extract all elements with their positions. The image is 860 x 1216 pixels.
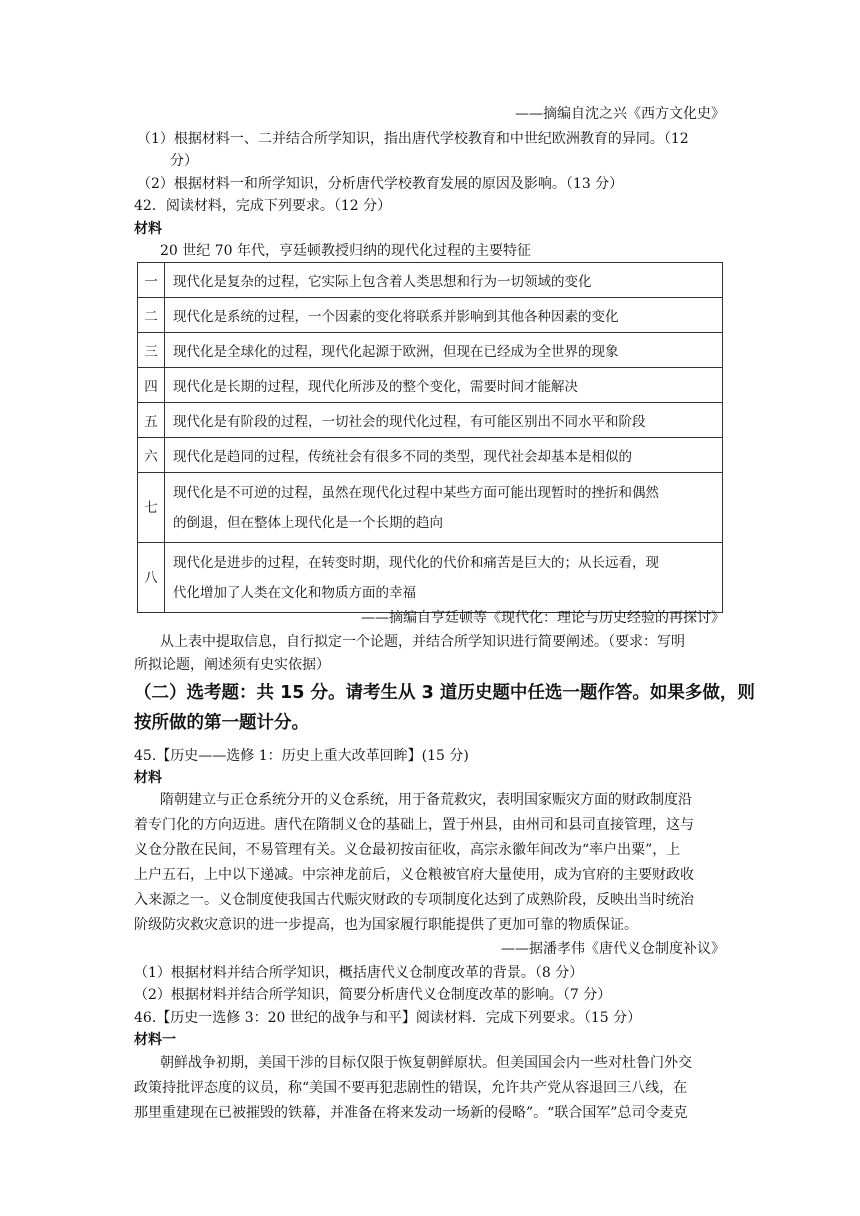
table-row	[138, 403, 723, 438]
q42-requirement-line2: 所拟论题，阐述须有史实依据）	[134, 657, 330, 673]
q45-para-line: 义仓分散在民间，不易管理有关。义仓最初按亩征收，高宗永徽年间改为“率户出粟”，上	[134, 842, 681, 858]
row-text: 现代化是复杂的过程，它实际上包含着人类思想和行为一切领域的变化	[165, 263, 723, 298]
table-row	[138, 368, 723, 403]
q46-para-line: 朝鲜战争初期，美国干涉的目标仅限于恢复朝鲜原状。但美国国会内一些对杜鲁门外交	[160, 1055, 692, 1071]
source-citation-western-culture: ——摘编自沈之兴《西方文化史》	[515, 106, 725, 122]
q45-sub1: （1）根据材料并结合所学知识，概括唐代义仓制度改革的背景。（8 分）	[134, 965, 584, 981]
table-row	[138, 263, 723, 298]
row-text-line2: 的倒退，但在整体上现代化是一个长期的趋向	[173, 514, 443, 531]
row-text: 现代化是系统的过程，一个因素的变化将联系并影响到其他各种因素的变化	[165, 298, 723, 333]
table-row	[138, 438, 723, 473]
row-text-line1: 现代化是不可逆的过程，虽然在现代化过程中某些方面可能出现暂时的挫折和偶然	[173, 484, 659, 501]
q46-para-line: 政策持批评态度的议员，称“美国不要再犯悲剧性的错误，允许共产党从容退回三八线，在	[134, 1080, 688, 1096]
modernization-features-table	[137, 262, 723, 613]
row-text-line1: 现代化是进步的过程，在转变时期，现代化的代价和痛苦是巨大的；从长远看，现	[173, 554, 659, 571]
row-text: 现代化是有阶段的过程，一切社会的现代化过程，有可能区别出不同水平和阶段	[165, 403, 723, 438]
table-row	[138, 473, 723, 543]
row-number: 一	[138, 263, 165, 298]
row-number: 七	[138, 473, 165, 543]
q45-para-line: 入来源之一。义仓制度使我国古代赈灾财政的专项制度化达到了成熟阶段，反映出当时统治	[134, 892, 694, 908]
q45-para-line: 隋朝建立与正仓系统分开的义仓系统，用于备荒救灾，表明国家赈灾方面的财政制度沿	[160, 792, 692, 808]
q42-table-caption: 20 世纪 70 年代，亨廷顿教授归纳的现代化过程的主要特征	[160, 243, 531, 259]
table-row	[138, 298, 723, 333]
row-number: 五	[138, 403, 165, 438]
row-number: 四	[138, 368, 165, 403]
table-row	[138, 543, 723, 613]
section-heading-elective-line2: 按所做的第一题计分。	[134, 713, 309, 733]
row-number: 三	[138, 333, 165, 368]
q42-title: 42．阅读材料，完成下列要求。（12 分）	[134, 198, 392, 214]
q45-material-label: 材料	[134, 770, 162, 786]
source-citation-huntington: ——摘编自亨廷顿等《现代化：理论与历史经验的再探讨》	[361, 610, 725, 626]
q45-para-line: 阶级防灾救灾意识的进一步提高，也为国家履行职能提供了更加可靠的物质保证。	[134, 917, 638, 933]
q42-material-label: 材料	[134, 221, 162, 237]
row-text: 现代化是全球化的过程，现代化起源于欧洲，但现在已经成为全世界的现象	[165, 333, 723, 368]
q45-title: 45.【历史——选修 1：历史上重大改革回眸】(15 分)	[134, 748, 469, 764]
row-number: 六	[138, 438, 165, 473]
section-heading-elective-line1: （二）选考题：共 15 分。请考生从 3 道历史题中任选一题作答。如果多做，则	[134, 683, 755, 703]
row-number: 二	[138, 298, 165, 333]
q46-material-label: 材料一	[134, 1032, 176, 1048]
row-text	[165, 543, 723, 613]
source-citation-pan: ——据潘孝伟《唐代义仓制度补议》	[501, 941, 725, 957]
q45-sub2: （2）根据材料并结合所学知识，简要分析唐代义仓制度改革的影响。（7 分）	[134, 987, 612, 1003]
q45-para-line: 上户五石，上中以下递减。中宗神龙前后，义仓粮被官府大量使用，成为官府的主要财政收	[134, 867, 694, 883]
row-text	[165, 473, 723, 543]
row-text-line2: 代化增加了人类在文化和物质方面的幸福	[173, 584, 416, 601]
q41-sub2: （2）根据材料一和所学知识，分析唐代学校教育发展的原因及影响。（13 分）	[137, 176, 624, 192]
row-number: 八	[138, 543, 165, 613]
q41-sub1-line2: 分）	[170, 153, 198, 169]
table-row	[138, 333, 723, 368]
row-text: 现代化是趋同的过程，传统社会有很多不同的类型，现代社会却基本是相似的	[165, 438, 723, 473]
row-text: 现代化是长期的过程，现代化所涉及的整个变化，需要时间才能解决	[165, 368, 723, 403]
q46-title: 46.【历史一选修 3：20 世纪的战争与和平】阅读材料．完成下列要求。（15 分）	[134, 1010, 642, 1026]
q41-sub1-line1: （1）根据材料一、二并结合所学知识，指出唐代学校教育和中世纪欧洲教育的异同。（12	[137, 131, 689, 147]
q46-para-line: 那里重建现在已被摧毁的铁幕，并准备在将来发动一场新的侵略”。“联合国军”总司令麦克	[134, 1105, 688, 1121]
q45-para-line: 着专门化的方向迈进。唐代在隋制义仓的基础上，置于州县，由州司和县司直接管理，这与	[134, 817, 694, 833]
q42-requirement-line1: 从上表中提取信息，自行拟定一个论题，并结合所学知识进行简要阐述。（要求：写明	[160, 634, 685, 650]
